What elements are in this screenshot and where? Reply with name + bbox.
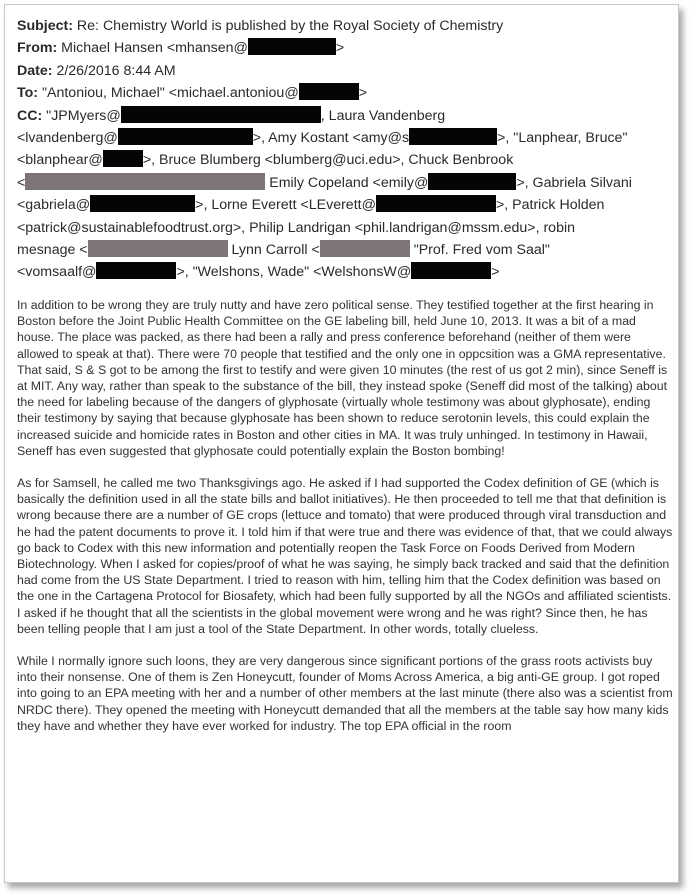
email-body (17, 297, 673, 750)
redaction-box (96, 262, 176, 279)
redaction-box (118, 128, 253, 145)
from-label: From: (17, 40, 58, 57)
subject-line (17, 15, 667, 37)
cc-text: >, Amy Kostant <amy@s (252, 130, 410, 147)
date-label: Date: (17, 62, 53, 79)
cc-text: <vomsaalf@ (17, 264, 97, 281)
cc-text: >, "Lanphear, Bruce" (497, 130, 628, 147)
cc-text: "JPMyers@ (46, 107, 121, 124)
redaction-box (90, 195, 195, 212)
from-line (17, 37, 667, 59)
subject-label: Subject: (17, 18, 73, 34)
cc-text: <blanphear@ (17, 152, 103, 169)
redaction-box (299, 83, 359, 100)
cc-text: <lvandenberg@ (17, 130, 118, 147)
cc-text: Lynn Carroll < (231, 242, 320, 259)
redaction-box (428, 173, 516, 190)
to-line (17, 82, 667, 104)
subject-text: Re: Chemistry World is published by the Royal Society of Chemistry (76, 18, 504, 34)
to-text: "Antoniou, Michael" <michael.antoniou@ (41, 85, 299, 102)
cc-text: "Prof. Fred vom Saal" (413, 242, 550, 259)
cc-text: mesnage < (17, 242, 88, 259)
to-end: > (358, 85, 368, 102)
cc-line-6 (17, 217, 667, 239)
cc-text: < (17, 174, 26, 191)
redaction-box (121, 106, 321, 123)
cc-text: > (491, 264, 500, 281)
body-paragraph: While I normally ignore such loons, they are very dangerous since significant portions of the grass roots activists buy into their nonsense. One of them is Zen Honeycutt, founder of Moms Across America, a big anti-GE group. I got roped into going to an EPA meeting with her and a number of other members at the last minute (there also was a scientist from NRDC there). They opened the meeting with Honeycutt demanded that all the members at the table say how many kids they have and whether they have ever worked for industry. The top EPA official in the room (17, 654, 673, 733)
cc-line-5 (17, 194, 667, 216)
document-page (4, 4, 679, 883)
cc-text: <patrick@sustainablefoodtrust.org>, Philip Landrigan <phil.landrigan@mssm.edu>, robin (17, 219, 576, 236)
cc-text: , Laura Vandenberg (320, 107, 446, 124)
date-line (17, 60, 667, 82)
cc-label: CC: (17, 107, 43, 124)
cc-line-2 (17, 127, 667, 149)
body-paragraph: In addition to be wrong they are truly nutty and have zero political sense. They testified together at the first hearing in Boston before the Joint Public Health Committee on the GE labeling bill, held June 10, 2013. It was a bit of a mad house. The place was packed, as there had been a rally and press conference beforehand (neither of them were allowed to speak at that). There were 70 people that testified and the only one in oppcsition was a GMA representative. That said, S & S got to be among the first to testify and were given 10 minutes (the rest of us got 2 min), since Seneff is at MIT. Any way, rather than speak to the substance of the bill, they instead spoke (Seneff did most of the talking) about the need for labeling because of the dangers of glyphosate (virtually whole testimony was about glyphosate), ending their testimony by saying that because glyphosate has been shown to reduce serotonin levels, this could explain the increased suicide and homicide rates in Boston and other cities in MA. It was truly unhinged. In testimony in Hawaii, Seneff has even suggested that glyphosate could potentially explain the Boston bombing! (17, 298, 668, 458)
redaction-box (25, 173, 265, 190)
cc-line-7 (17, 239, 667, 261)
redaction-box (409, 128, 497, 145)
redaction-box (411, 262, 491, 279)
cc-text: >, "Welshons, Wade" <WelshonsW@ (176, 264, 412, 281)
body-paragraph: As for Samsell, he called me two Thanksgivings ago. He asked if I had supported the Codex definition of GE (which is basically the definition used in all the state bills and ballot initiatives). He then proceeded to tell me that that definition is wrong because there are a number of GE crops (lettuce and tomato) that were produced through viral transduction and he had the patent documents to prove it. I told him if that were true and there was evidence of that, that we could always go back to Codex with this new information and potentially reopen the Task Force on Foods Derived from Modern Biotechnology. When I asked for copies/proof of what he was saying, he simply back tracked and said that the definition had come from the US State Department. I tried to reason with him, telling him that the Codex definition was based on the one in the Cartagena Protocol for Biosafety, which had been fully supported by all the NGOs and affiliated scientists. I asked if he thought that all the scientists in the global movement were wrong and he was right? Since then, he has been telling people that I am just a tool of the State Department. In other words, totally clueless. (17, 476, 673, 636)
cc-line-8 (17, 261, 667, 283)
cc-text: >, Bruce Blumberg <blumberg@uci.edu>, Chuck Benbrook (142, 152, 514, 169)
redaction-box (376, 195, 496, 212)
cc-line-1 (17, 105, 667, 127)
from-end: > (335, 40, 345, 57)
redaction-box (320, 240, 410, 257)
redaction-box (88, 240, 228, 257)
cc-line-4 (17, 172, 667, 194)
cc-line-3 (17, 149, 667, 171)
from-text: Michael Hansen <mhansen@ (61, 40, 248, 57)
cc-text: <gabriela@ (17, 197, 91, 214)
email-header (17, 15, 667, 284)
cc-text: Emily Copeland <emily@ (269, 174, 429, 191)
to-label: To: (17, 85, 39, 102)
cc-text: >, Lorne Everett <LEverett@ (195, 197, 376, 214)
redaction-box (248, 38, 336, 55)
cc-text: >, Gabriela Silvani (516, 174, 632, 191)
date-text: 2/26/2016 8:44 AM (56, 62, 176, 79)
redaction-box (103, 150, 143, 167)
cc-text: >, Patrick Holden (495, 197, 605, 214)
